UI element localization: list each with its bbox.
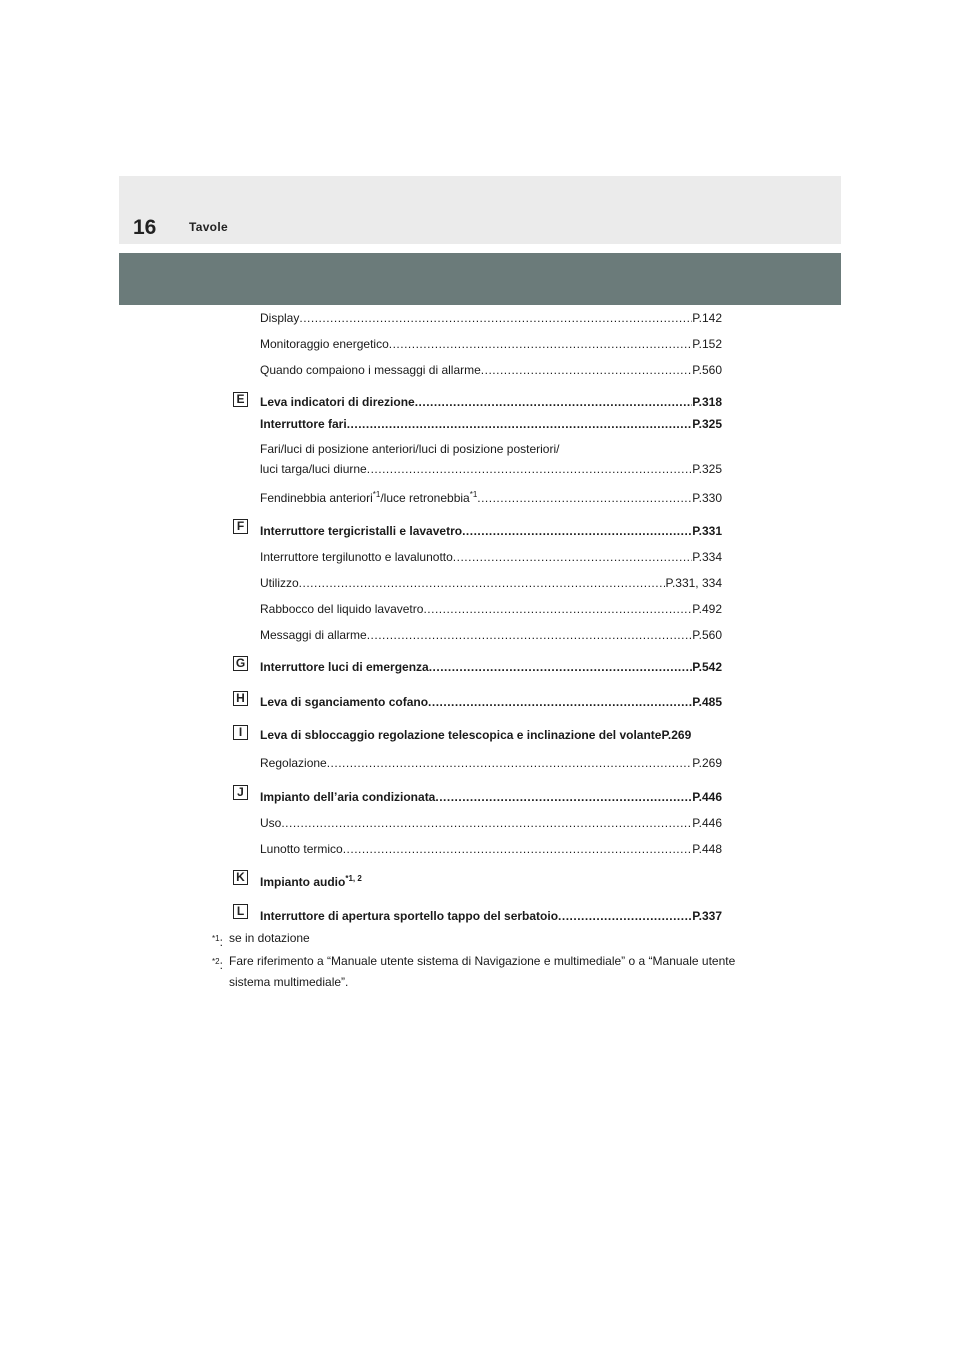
index-entry: Regolazione ..... P.269 <box>260 755 722 771</box>
section-marker: G <box>233 656 248 671</box>
index-entry-line: Fari/luci di posizione anteriori/luci di posizione posteriori/ <box>260 442 560 456</box>
index-entry: Leva di sganciamento cofano ..... P.485 <box>260 694 722 710</box>
index-entry: Leva di sbloccaggio regolazione telescopica e inclinazione del volante P.269 <box>260 728 692 742</box>
section-marker: K <box>233 870 248 885</box>
index-entry: Utilizzo ..... P.331, 334 <box>260 575 722 591</box>
index-entry: luci targa/luci diurne ..... P.325 <box>260 461 722 477</box>
section-banner <box>119 253 841 305</box>
index-entry: Messaggi di allarme ..... P.560 <box>260 627 722 643</box>
section-marker: J <box>233 785 248 800</box>
index-entry: Uso ..... P.446 <box>260 815 722 831</box>
index-entry: Impianto dell’aria condizionata ..... P.446 <box>260 789 722 805</box>
page-number: 16 <box>133 216 157 239</box>
index-entry: Impianto audio$^{*1, 2}$ <box>260 874 362 889</box>
index-entry: Interruttore fari ..... P.325 <box>260 416 722 432</box>
index-entry: Interruttore tergicristalli e lavavetro ..... P.331 <box>260 523 722 539</box>
section-marker: L <box>233 904 248 919</box>
index-entry: Leva indicatori di direzione ..... P.318 <box>260 394 722 410</box>
index-entry: Interruttore di apertura sportello tappo del serbatoio ..... P.337 <box>260 908 722 924</box>
footnote: $^{*1}$: se in dotazione <box>212 931 310 949</box>
index-entry: Fendinebbia anteriori$^{*1}$/luce retronebbia$^{*1}$ ..... P.330 <box>260 490 722 506</box>
index-entry: Interruttore tergilunotto e lavalunotto ..... P.334 <box>260 549 722 565</box>
index-entry: Rabbocco del liquido lavavetro ..... P.492 <box>260 601 722 617</box>
section-marker: E <box>233 392 248 407</box>
section-title: Tavole <box>189 220 228 234</box>
section-marker: H <box>233 691 248 706</box>
index-entry: Quando compaiono i messaggi di allarme ..... P.560 <box>260 362 722 378</box>
index-entry: Display ..... P.142 <box>260 310 722 326</box>
section-marker: I <box>233 725 248 740</box>
index-entry: Interruttore luci di emergenza ..... P.542 <box>260 659 722 675</box>
header-band <box>119 176 841 244</box>
section-marker: F <box>233 519 248 534</box>
index-entry: Monitoraggio energetico ..... P.152 <box>260 336 722 352</box>
footnote: $^{*2}$: Fare riferimento a “Manuale utente sistema di Navigazione e multimediale” o a “Manuale utente sistema multimediale”. <box>212 954 736 989</box>
index-entry: Lunotto termico ..... P.448 <box>260 841 722 857</box>
